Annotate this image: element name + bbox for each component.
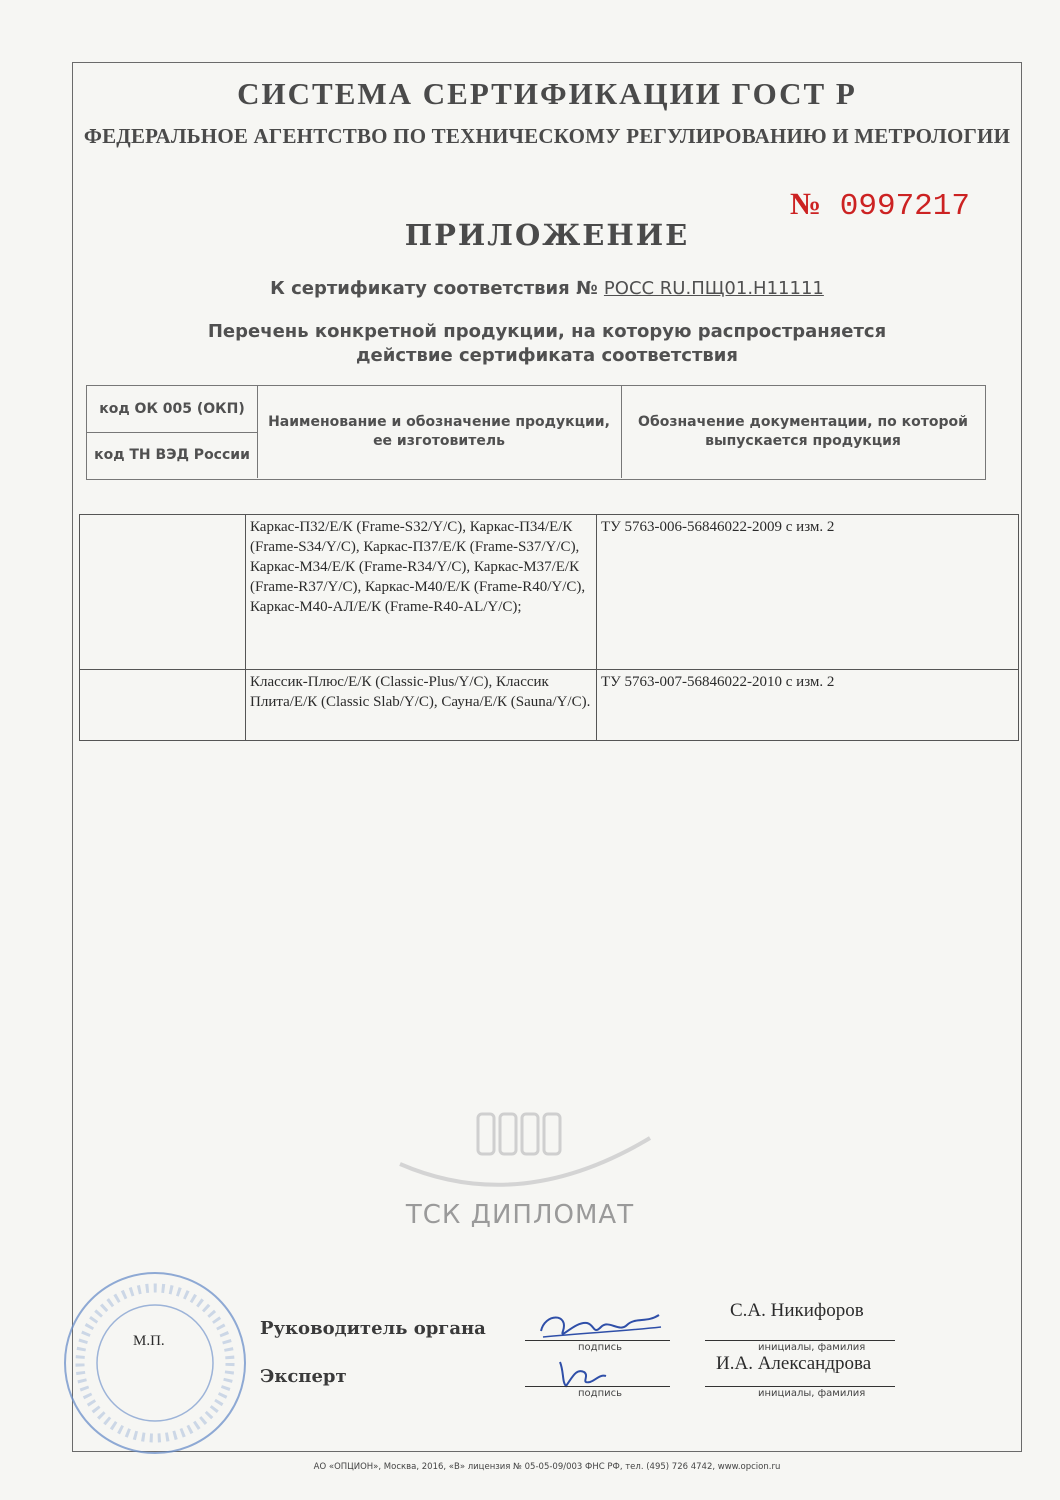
number-prefix: № <box>790 186 822 221</box>
expert-label: Эксперт <box>260 1366 347 1387</box>
docs-header: Обозначение документации, по которой выпускается продукция <box>638 414 968 449</box>
certificate-reference <box>72 278 1022 299</box>
certificate-reference-number: РОСС RU.ПЩ01.Н11111 <box>603 278 824 299</box>
appendix-title: ПРИЛОЖЕНИЕ <box>404 218 690 252</box>
expert-sign-line <box>525 1386 670 1387</box>
row-product: Классик-Плюс/Е/К (Classic-Plus/Y/C), Классик Плита/Е/К (Classic Slab/Y/C), Сауна/Е/К (Sauna/Y/C). <box>246 670 597 741</box>
head-signature-icon <box>535 1305 665 1345</box>
table-header <box>86 385 986 480</box>
head-sign-line <box>525 1340 670 1341</box>
agency-title: ФЕДЕРАЛЬНОЕ АГЕНТСТВО ПО ТЕХНИЧЕСКОМУ РЕГУЛИРОВАНИЮ И МЕТРОЛОГИИ <box>83 124 1011 148</box>
system-title: СИСТЕМА СЕРТИФИКАЦИИ ГОСТ Р <box>237 76 857 111</box>
code-tnved-header: код ТН ВЭД России <box>94 447 250 463</box>
table-row <box>80 670 1019 741</box>
expert-name: И.А. Александрова <box>716 1353 872 1374</box>
row-code <box>80 670 246 741</box>
watermark-text: ТСК ДИПЛОМАТ <box>405 1200 635 1230</box>
row-doc: ТУ 5763-006-56846022-2009 с изм. 2 <box>597 515 1019 670</box>
expert-name-line <box>705 1386 895 1387</box>
page-border <box>72 62 1022 1452</box>
certificate-reference-label: К сертификату соответствия № <box>270 278 598 299</box>
expert-sign-caption: подпись <box>578 1388 622 1399</box>
row-code <box>80 515 246 670</box>
number-value: 0997217 <box>839 189 970 224</box>
product-list-heading <box>72 320 1022 368</box>
product-table <box>79 514 1019 741</box>
printer-footer: АО «ОПЦИОН», Москва, 2016, «В» лицензия № 05-05-09/003 ФНС РФ, тел. (495) 726 4742, www.opcion.ru <box>313 1462 781 1472</box>
head-name-line <box>705 1340 895 1341</box>
code-okp-header: код ОК 005 (ОКП) <box>87 386 257 433</box>
row-product: Каркас-П32/Е/К (Frame-S32/Y/C), Каркас-П34/Е/К (Frame-S34/Y/C), Каркас-П37/Е/К (Frame-S37/Y/C), Каркас-М34/Е/К (Frame-R34/Y/C), Каркас-М37/Е/К (Frame-R37/Y/C), Каркас-М40/Е/К (Frame-R40/Y/C), Каркас-М40-АЛ/Е/К (Frame-R40-AL/Y/C); <box>246 515 597 670</box>
head-name-caption: инициалы, фамилия <box>758 1342 866 1353</box>
product-header: Наименование и обозначение продукции, ее изготовитель <box>257 386 622 478</box>
stamp-place-label: М.П. <box>133 1333 165 1349</box>
head-sign-caption: подпись <box>578 1342 622 1353</box>
code-column <box>87 386 258 478</box>
product-list-heading-line2: действие сертификата соответствия <box>356 345 738 366</box>
row-doc: ТУ 5763-007-56846022-2010 с изм. 2 <box>597 670 1019 741</box>
product-list-heading-line1: Перечень конкретной продукции, на которую распространяется <box>207 321 887 342</box>
head-label: Руководитель органа <box>260 1318 486 1339</box>
certification-stamp-icon <box>60 1268 250 1458</box>
table-row <box>80 515 1019 670</box>
head-name: С.А. Никифоров <box>730 1300 864 1321</box>
expert-name-caption: инициалы, фамилия <box>758 1388 866 1399</box>
